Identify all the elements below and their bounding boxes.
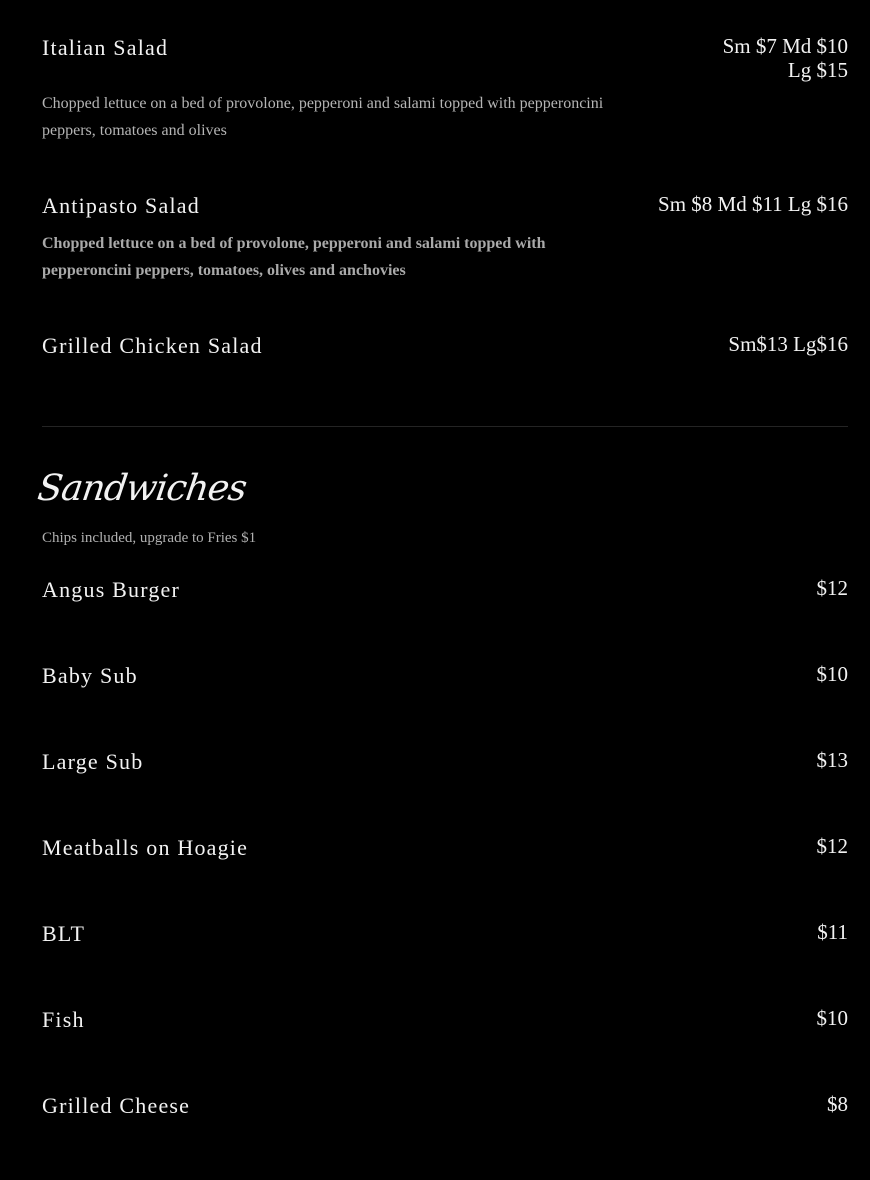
- menu-item-name-meatballs-on-hoagie: Meatballs on Hoagie: [42, 835, 249, 860]
- menu-item-name-baby-sub: Baby Sub: [42, 663, 138, 688]
- menu-item-price-angus-burger: $12: [816, 576, 848, 600]
- menu-item-price-grilled-cheese: $8: [827, 1092, 848, 1116]
- menu-item-name-fish: Fish: [42, 1007, 85, 1032]
- section-note: Chips included, upgrade to Fries $1: [42, 530, 257, 546]
- menu-item-price-fish: $10: [816, 1006, 848, 1030]
- menu-item-name-antipasto-salad: Antipasto Salad: [42, 193, 200, 218]
- menu-item-price-grilled-chicken-salad: Sm$13 Lg$16: [728, 332, 848, 356]
- menu-item-price-large-sub: $13: [816, 748, 848, 772]
- menu-item-price-blt: $11: [817, 920, 848, 944]
- menu-item-name-grilled-cheese: Grilled Cheese: [42, 1093, 191, 1118]
- menu-item-price-italian-salad: [723, 34, 848, 82]
- menu-item-price-baby-sub: $10: [816, 662, 848, 686]
- menu-item-name-angus-burger: Angus Burger: [42, 577, 181, 602]
- menu-item-description-antipasto-salad: Chopped lettuce on a bed of provolone, pepperoni and salami topped with pepperoncini peppers, tomatoes, olives and anchovies: [42, 235, 546, 279]
- section-title-sandwiches: Sandwiches: [35, 468, 249, 509]
- price-line: Sm $7 Md $10: [722, 34, 848, 58]
- menu-item-name-large-sub: Large Sub: [42, 749, 144, 774]
- menu-item-name-grilled-chicken-salad: Grilled Chicken Salad: [42, 333, 263, 358]
- menu-item-price-meatballs-on-hoagie: $12: [816, 834, 848, 858]
- section-divider: [42, 426, 848, 427]
- menu-item-description-italian-salad: Chopped lettuce on a bed of provolone, pepperoni and salami topped with pepperoncini peppers, tomatoes and olives: [42, 95, 604, 139]
- menu-item-price-antipasto-salad: Sm $8 Md $11 Lg $16: [658, 192, 848, 216]
- menu-item-name-blt: BLT: [42, 921, 86, 946]
- price-line: Lg $15: [787, 58, 848, 82]
- menu-item-name-italian-salad: Italian Salad: [42, 35, 169, 60]
